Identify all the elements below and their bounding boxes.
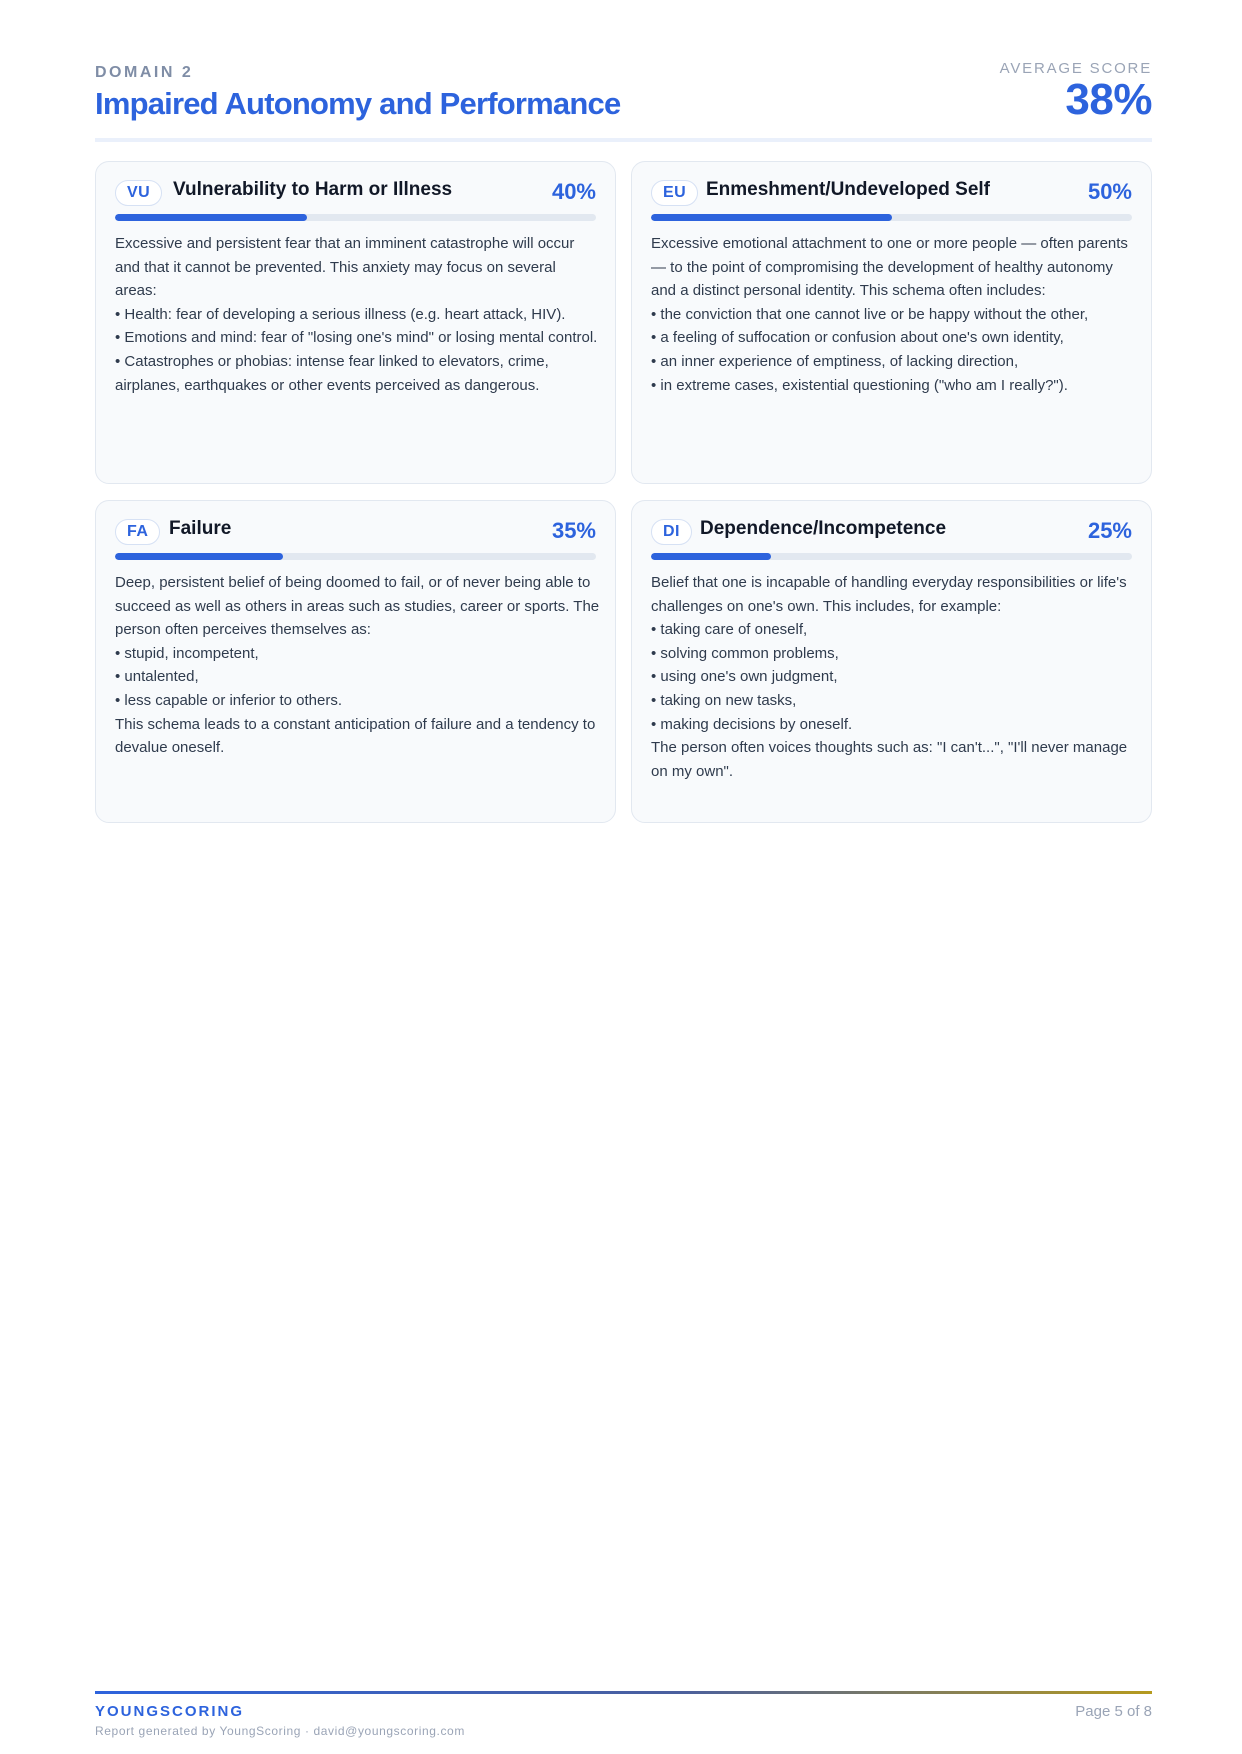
description-line: • Catastrophes or phobias: intense fear linked to elevators, crime, airplanes, earthquakes or other events perceived as dangerous. [115, 352, 549, 394]
score-progress-fill [651, 214, 892, 221]
schema-description [651, 571, 1137, 783]
description-line: • solving common problems, [651, 644, 839, 662]
page-footer [95, 1691, 1152, 1738]
schema-title: Failure [169, 518, 232, 539]
schema-code-badge: DI [651, 519, 692, 545]
schema-title: Enmeshment/Undeveloped Self [706, 179, 991, 200]
schema-card-vu [95, 161, 616, 484]
description-line: • Emotions and mind: fear of "losing one's mind" or losing mental control. [115, 329, 598, 347]
description-line: This schema leads to a constant anticipation of failure and a tendency to devalue oneself. [115, 715, 596, 757]
description-line: • in extreme cases, existential questioning ("who am I really?"). [651, 376, 1068, 394]
description-line: • Health: fear of developing a serious illness (e.g. heart attack, HIV). [115, 305, 566, 323]
schema-card-di [631, 500, 1152, 823]
schema-percent: 50% [1087, 179, 1132, 204]
schema-percent: 35% [551, 518, 596, 543]
schema-code-badge: VU [115, 180, 162, 206]
description-line: • a feeling of suffocation or confusion about one's own identity, [651, 329, 1064, 347]
card-header [651, 516, 1132, 546]
schema-percent: 25% [1087, 518, 1132, 543]
description-line: • untalented, [115, 668, 199, 686]
description-line: • an inner experience of emptiness, of lacking direction, [651, 352, 1019, 370]
description-line: • taking care of oneself, [651, 621, 808, 639]
score-progress-fill [115, 214, 307, 221]
description-line: • taking on new tasks, [651, 691, 797, 709]
footer-generated-note: Report generated by YoungScoring · david@youngscoring.com [95, 1724, 465, 1738]
schema-description [115, 232, 601, 397]
description-line: • the conviction that one cannot live or be happy without the other, [651, 305, 1089, 323]
score-progress-fill [651, 553, 771, 560]
card-header [115, 516, 596, 546]
page-header [95, 62, 1152, 142]
schema-description [651, 232, 1137, 397]
schema-title: Vulnerability to Harm or Illness [173, 179, 453, 200]
description-line: The person often voices thoughts such as: "I can't...", "I'll never manage on my own". [651, 739, 1128, 780]
schema-title: Dependence/Incompetence [700, 518, 947, 539]
description-line: Deep, persistent belief of being doomed to fail, or of never being able to succeed as well as others in areas such as studies, career or sports. The person often perceives themselves as: [115, 574, 600, 639]
description-line: Belief that one is incapable of handling everyday responsibilities or life's challenges on one's own. This includes, for example: [651, 574, 1127, 615]
schema-code-badge: FA [115, 519, 160, 545]
page-number: Page 5 of 8 [1075, 1703, 1152, 1720]
domain-label: DOMAIN 2 [95, 64, 194, 81]
description-line: Excessive and persistent fear that an imminent catastrophe will occur and that it cannot be prevented. This anxiety may focus on several areas: [115, 235, 575, 300]
average-score-label: AVERAGE SCORE [999, 60, 1152, 77]
score-progress-track [651, 553, 1132, 560]
description-line: • making decisions by oneself. [651, 715, 853, 733]
card-header [115, 177, 596, 207]
score-progress-track [651, 214, 1132, 221]
schema-card-eu [631, 161, 1152, 484]
schema-card-fa [95, 500, 616, 823]
schema-description [115, 571, 601, 760]
description-line: • using one's own judgment, [651, 668, 838, 686]
description-line: Excessive emotional attachment to one or more people — often parents — to the point of compromising the development of healthy autonomy and a distinct personal identity. This schema often includes: [651, 235, 1128, 300]
score-progress-fill [115, 553, 283, 560]
schema-code-badge: EU [651, 180, 698, 206]
description-line: • less capable or inferior to others. [115, 691, 343, 709]
schema-percent: 40% [551, 179, 596, 204]
score-progress-track [115, 553, 596, 560]
footer-brand: YOUNGSCORING [95, 1703, 245, 1720]
page-title: Impaired Autonomy and Performance [95, 86, 621, 121]
average-score-value: 38% [1065, 75, 1152, 124]
card-header [651, 177, 1132, 207]
score-progress-track [115, 214, 596, 221]
footer-divider [95, 1691, 1152, 1694]
description-line: • stupid, incompetent, [115, 644, 259, 662]
